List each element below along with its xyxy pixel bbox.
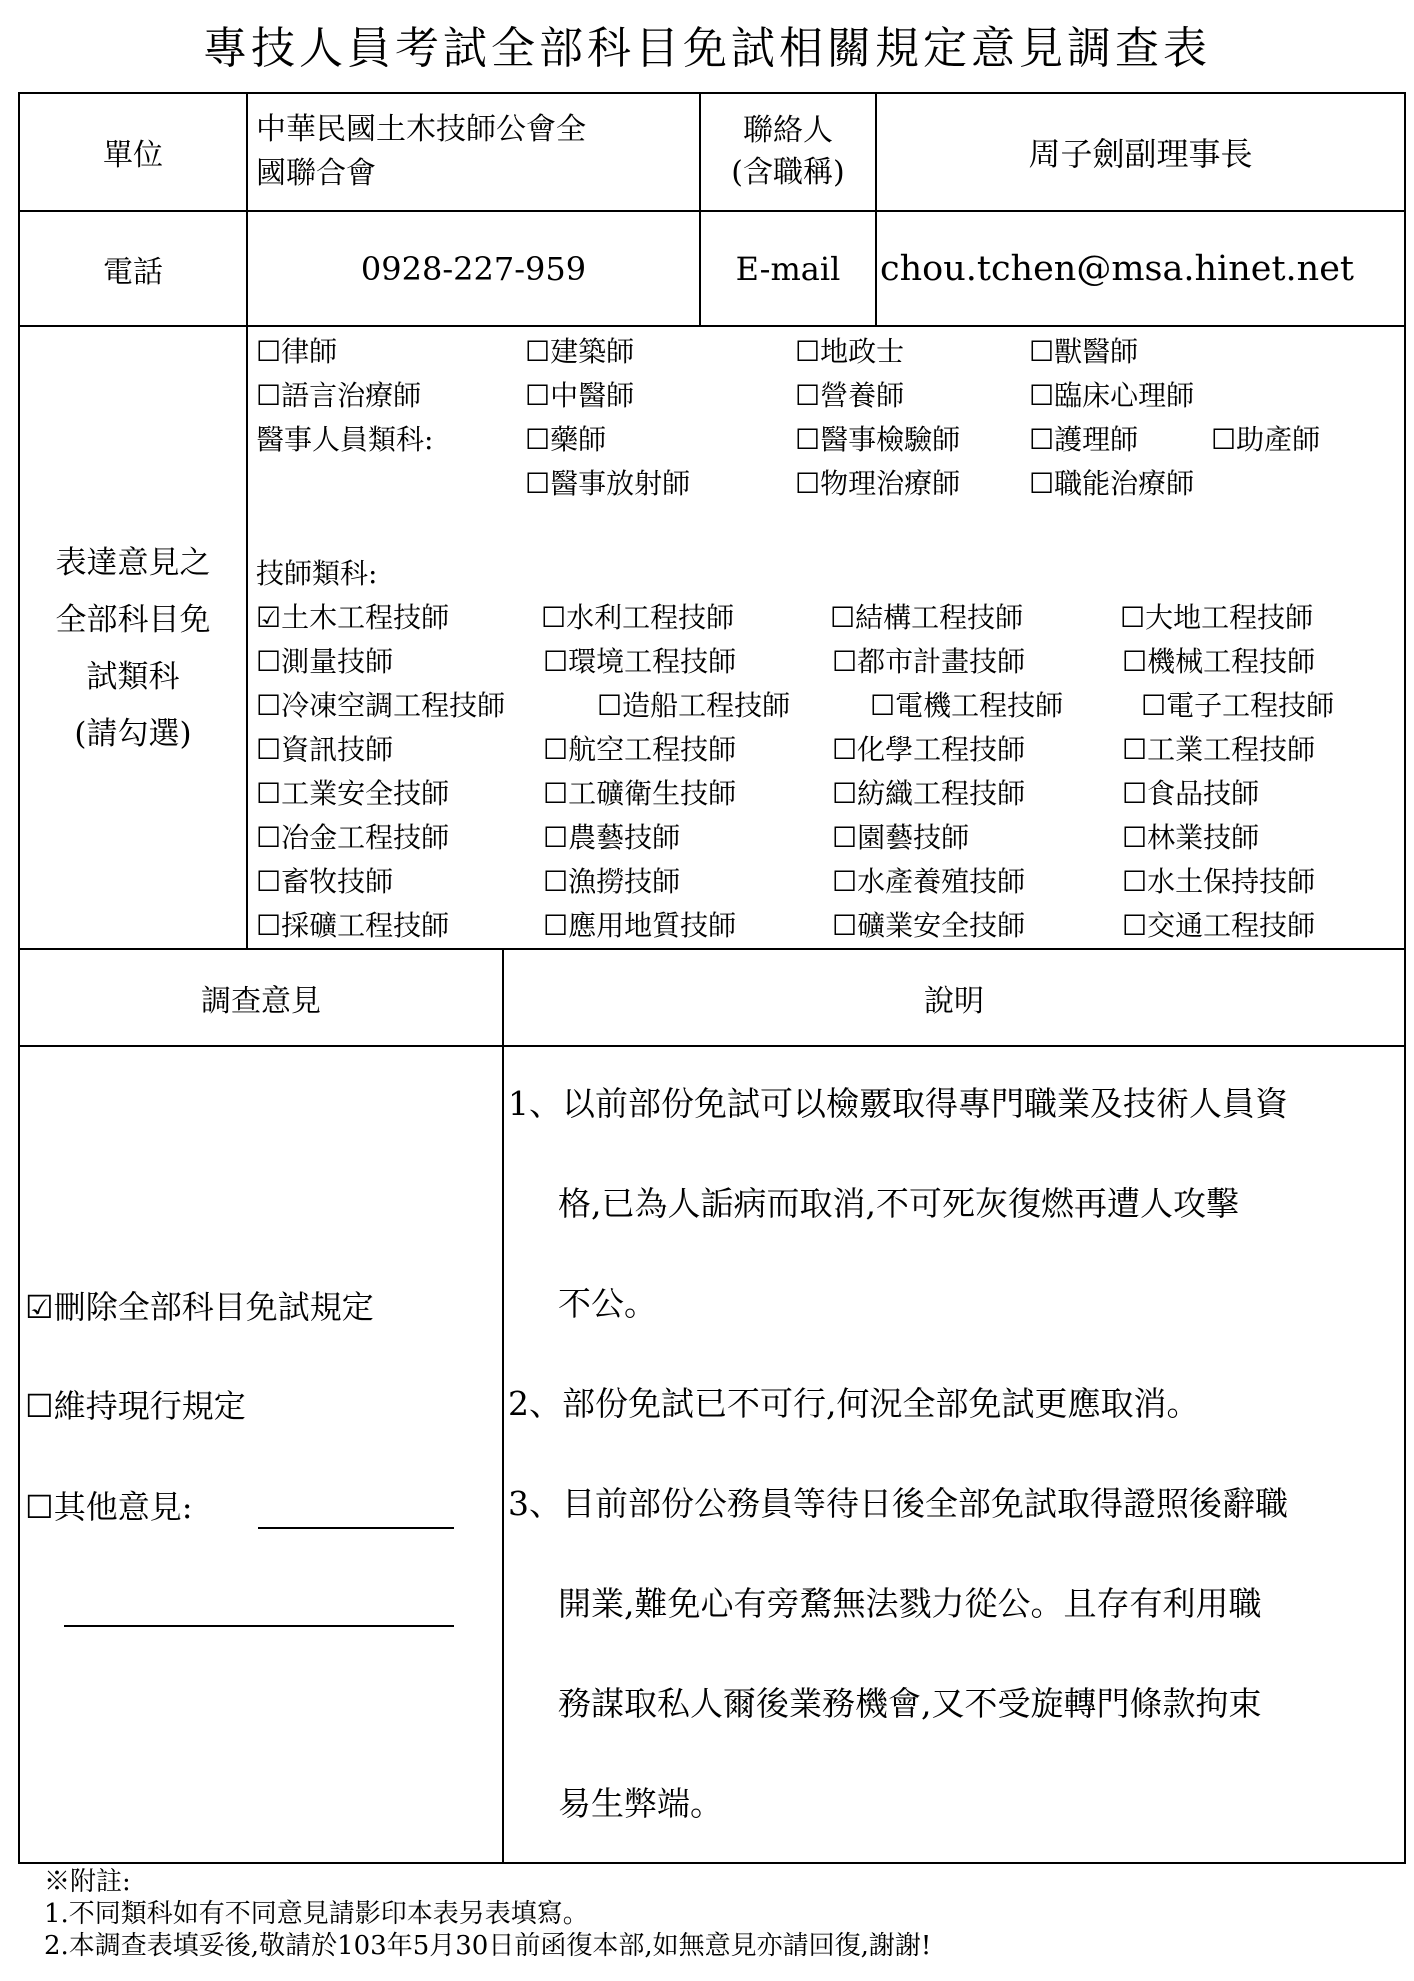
checkbox-chinese-medicine[interactable] xyxy=(525,378,634,414)
checkbox-box-icon: ☐ xyxy=(1029,379,1055,412)
checkbox-tech[interactable] xyxy=(832,820,969,856)
checkbox-label: 土木工程技師 xyxy=(281,601,450,634)
checkbox-occupational-therapist[interactable] xyxy=(1029,466,1194,502)
option-label: 其他意見: xyxy=(53,1488,193,1526)
checkbox-label: 藥師 xyxy=(550,423,607,456)
explanation-line: 格,已為人詬病而取消,不可死灰復燃再遭人攻擊 xyxy=(558,1184,1239,1223)
checkbox-label: 資訊技師 xyxy=(281,733,394,766)
checkbox-civil-engineer[interactable] xyxy=(256,600,449,636)
contact-value: 周子劍副理事長 xyxy=(1028,135,1253,173)
checkbox-physical-therapist[interactable] xyxy=(795,466,960,502)
checkbox-veterinarian[interactable] xyxy=(1029,334,1138,370)
checkbox-box-icon: ☐ xyxy=(256,379,282,412)
checkbox-label: 礦業安全技師 xyxy=(857,909,1026,942)
checkbox-tech[interactable] xyxy=(832,908,1025,944)
checkbox-label: 畜牧技師 xyxy=(281,865,394,898)
checkbox-label: 農藝技師 xyxy=(568,821,681,854)
checkbox-tech[interactable] xyxy=(543,776,736,812)
checkbox-box-icon: ☐ xyxy=(870,689,896,722)
checkbox-label: 水產養殖技師 xyxy=(857,865,1026,898)
checkbox-box-icon: ☐ xyxy=(256,689,282,722)
option-label: 刪除全部科目免試規定 xyxy=(53,1288,374,1326)
category-label xyxy=(20,535,246,763)
checkbox-label: 水土保持技師 xyxy=(1147,865,1316,898)
checkbox-land-admin[interactable] xyxy=(795,334,904,370)
checkbox-box-icon: ☐ xyxy=(832,645,858,678)
email-label: E-mail xyxy=(735,249,841,288)
checkbox-midwife[interactable] xyxy=(1211,422,1320,458)
contact-label xyxy=(701,94,875,210)
checkbox-box-icon: ☐ xyxy=(597,689,623,722)
checkbox-tech[interactable] xyxy=(256,644,393,680)
checkbox-box-icon: ☐ xyxy=(832,865,858,898)
checkbox-label: 工礦衛生技師 xyxy=(568,777,737,810)
checkbox-label: 工業工程技師 xyxy=(1147,733,1316,766)
checkbox-tech[interactable] xyxy=(543,908,736,944)
checkbox-speech-therapist[interactable] xyxy=(256,378,421,414)
checkbox-tech[interactable] xyxy=(832,732,1025,768)
checkbox-box-icon: ☐ xyxy=(1141,689,1167,722)
checkbox-medical-technologist[interactable] xyxy=(795,422,960,458)
checkbox-tech[interactable] xyxy=(870,688,1063,724)
checkbox-tech[interactable] xyxy=(1122,732,1315,768)
checkbox-label: 採礦工程技師 xyxy=(281,909,450,942)
checkbox-box-icon: ☐ xyxy=(832,821,858,854)
checkbox-tech[interactable] xyxy=(1141,688,1334,724)
checkbox-box-icon: ☐ xyxy=(256,821,282,854)
checkbox-box-icon: ☐ xyxy=(1029,423,1055,456)
checkbox-label: 物理治療師 xyxy=(820,467,961,500)
checkbox-nurse[interactable] xyxy=(1029,422,1138,458)
checkbox-box-icon: ☐ xyxy=(543,645,569,678)
technician-category-label: 技師類科: xyxy=(256,557,378,590)
checkbox-label: 醫事檢驗師 xyxy=(820,423,961,456)
checkbox-label: 紡織工程技師 xyxy=(857,777,1026,810)
checkbox-label: 食品技師 xyxy=(1147,777,1260,810)
checkbox-box-icon: ☐ xyxy=(1211,423,1237,456)
checkbox-box-icon: ☐ xyxy=(543,865,569,898)
checkbox-clinical-psychologist[interactable] xyxy=(1029,378,1194,414)
checkbox-label: 造船工程技師 xyxy=(622,689,791,722)
explanation-line: 易生弊端。 xyxy=(558,1784,723,1823)
checkbox-box-icon: ☐ xyxy=(1122,777,1148,810)
unit-value-line2: 國聯合會 xyxy=(256,156,376,191)
checkbox-box-icon: ☐ xyxy=(832,777,858,810)
checkbox-label: 結構工程技師 xyxy=(855,601,1024,634)
notes-heading: ※附註: xyxy=(44,1867,131,1897)
checkbox-box-icon: ☐ xyxy=(832,733,858,766)
checkbox-label: 電機工程技師 xyxy=(895,689,1064,722)
checked-box-icon: ☑ xyxy=(25,1288,54,1326)
checkbox-box-icon: ☐ xyxy=(256,335,282,368)
checkbox-label: 林業技師 xyxy=(1147,821,1260,854)
checkbox-tech[interactable] xyxy=(830,600,1023,636)
checkbox-label: 營養師 xyxy=(820,379,905,412)
checkbox-label: 園藝技師 xyxy=(857,821,970,854)
checkbox-box-icon: ☐ xyxy=(832,909,858,942)
unit-value-line1: 中華民國土木技師公會全 xyxy=(256,112,586,147)
option-keep-current[interactable] xyxy=(25,1386,246,1426)
checkbox-label: 獸醫師 xyxy=(1054,335,1139,368)
checkbox-box-icon: ☐ xyxy=(256,777,282,810)
checkbox-box-icon: ☐ xyxy=(1122,645,1148,678)
checkbox-box-icon: ☐ xyxy=(256,909,282,942)
category-label-line: (請勾選) xyxy=(74,716,192,752)
checkbox-label: 水利工程技師 xyxy=(566,601,735,634)
explanation-line: 不公。 xyxy=(558,1284,657,1323)
checkbox-label: 大地工程技師 xyxy=(1145,601,1314,634)
checkbox-tech[interactable] xyxy=(256,688,505,724)
checkbox-architect[interactable] xyxy=(525,334,634,370)
checkbox-box-icon: ☐ xyxy=(543,909,569,942)
checkbox-tech[interactable] xyxy=(256,820,449,856)
opinion-header: 調查意見 xyxy=(201,983,321,1019)
checkbox-label: 職能治療師 xyxy=(1054,467,1195,500)
checkbox-tech[interactable] xyxy=(256,732,393,768)
checkbox-box-icon: ☐ xyxy=(795,467,821,500)
checkbox-box-icon: ☐ xyxy=(541,601,567,634)
checkbox-label: 助產師 xyxy=(1236,423,1321,456)
checkbox-box-icon: ☐ xyxy=(795,379,821,412)
checked-box-icon: ☑ xyxy=(256,601,282,634)
page-title: 專技人員考試全部科目免試相關規定意見調查表 xyxy=(203,23,1211,74)
checkbox-box-icon: ☐ xyxy=(256,865,282,898)
explanation-line: 1、以前部份免試可以檢覈取得專門職業及技術人員資 xyxy=(508,1084,1288,1123)
checkbox-label: 語言治療師 xyxy=(281,379,422,412)
checkbox-tech[interactable] xyxy=(256,908,449,944)
contact-label-line1: 聯絡人 xyxy=(743,113,833,148)
unit-label: 單位 xyxy=(103,138,163,173)
explanation-line: 2、部份免試已不可行,何況全部免試更應取消。 xyxy=(508,1384,1200,1423)
checkbox-tech[interactable] xyxy=(256,864,393,900)
checkbox-label: 冶金工程技師 xyxy=(281,821,450,854)
checkbox-tech[interactable] xyxy=(1122,820,1259,856)
checkbox-box-icon: ☐ xyxy=(543,733,569,766)
checkbox-tech[interactable] xyxy=(1122,864,1315,900)
checkbox-label: 冷凍空調工程技師 xyxy=(281,689,506,722)
checkbox-label: 建築師 xyxy=(550,335,635,368)
checkbox-box-icon: ☐ xyxy=(1122,909,1148,942)
explanation-header: 說明 xyxy=(924,983,984,1019)
checkbox-tech[interactable] xyxy=(543,864,680,900)
checkbox-tech[interactable] xyxy=(832,776,1025,812)
category-label-line: 試類科 xyxy=(86,659,180,695)
other-opinion-blank-line2[interactable] xyxy=(64,1625,454,1627)
checkbox-tech[interactable] xyxy=(1120,600,1313,636)
checkbox-dietitian[interactable] xyxy=(795,378,904,414)
checkbox-box-icon: ☐ xyxy=(1122,821,1148,854)
checkbox-label: 漁撈技師 xyxy=(568,865,681,898)
checkbox-pharmacist[interactable] xyxy=(525,422,606,458)
checkbox-box-icon: ☐ xyxy=(1122,733,1148,766)
checkbox-lawyer[interactable] xyxy=(256,334,337,370)
checkbox-tech[interactable] xyxy=(597,688,790,724)
explanation-line: 開業,難免心有旁騖無法戮力從公。且存有利用職 xyxy=(558,1584,1262,1623)
checkbox-box-icon: ☐ xyxy=(256,645,282,678)
checkbox-box-icon: ☐ xyxy=(795,423,821,456)
checkbox-box-icon: ☐ xyxy=(525,379,551,412)
phone-value: 0928-227-959 xyxy=(360,249,587,288)
checkbox-tech[interactable] xyxy=(832,644,1025,680)
checkbox-tech[interactable] xyxy=(1122,776,1259,812)
checkbox-box-icon: ☐ xyxy=(525,423,551,456)
checkbox-label: 測量技師 xyxy=(281,645,394,678)
checkbox-label: 醫事放射師 xyxy=(550,467,691,500)
checkbox-box-icon: ☐ xyxy=(795,335,821,368)
medical-category-label: 醫事人員類科: xyxy=(256,423,434,456)
checkbox-box-icon: ☐ xyxy=(525,335,551,368)
checkbox-tech[interactable] xyxy=(543,732,736,768)
category-label-line: 表達意見之 xyxy=(55,545,211,581)
checkbox-label: 臨床心理師 xyxy=(1054,379,1195,412)
checkbox-label: 中醫師 xyxy=(550,379,635,412)
checkbox-label: 機械工程技師 xyxy=(1147,645,1316,678)
checkbox-tech[interactable] xyxy=(543,644,736,680)
checkbox-label: 護理師 xyxy=(1054,423,1139,456)
explanation-line: 務謀取私人爾後業務機會,又不受旋轉門條款拘束 xyxy=(558,1684,1262,1723)
checkbox-label: 應用地質技師 xyxy=(568,909,737,942)
checkbox-tech[interactable] xyxy=(832,864,1025,900)
checkbox-label: 律師 xyxy=(281,335,338,368)
note-item: 1.不同類科如有不同意見請影印本表另表填寫。 xyxy=(44,1899,589,1929)
checkbox-box-icon: ☐ xyxy=(1029,335,1055,368)
checkbox-box-icon: ☐ xyxy=(543,821,569,854)
checkbox-box-icon: ☐ xyxy=(830,601,856,634)
note-item: 2.本調查表填妥後,敬請於103年5月30日前函復本部,如無意見亦請回復,謝謝! xyxy=(44,1931,932,1961)
category-label-line: 全部科目免 xyxy=(55,602,211,638)
checkbox-box-icon: ☐ xyxy=(25,1488,54,1526)
checkbox-box-icon: ☐ xyxy=(1122,865,1148,898)
checkbox-label: 航空工程技師 xyxy=(568,733,737,766)
phone-label: 電話 xyxy=(103,254,163,290)
contact-label-line2: (含職稱) xyxy=(731,155,845,190)
checkbox-tech[interactable] xyxy=(256,776,449,812)
checkbox-tech[interactable] xyxy=(541,600,734,636)
checkbox-label: 工業安全技師 xyxy=(281,777,450,810)
checkbox-tech[interactable] xyxy=(1122,908,1315,944)
checkbox-label: 都市計畫技師 xyxy=(857,645,1026,678)
email-value: chou.tchen@msa.hinet.net xyxy=(880,248,1354,289)
checkbox-box-icon: ☐ xyxy=(543,777,569,810)
checkbox-box-icon: ☐ xyxy=(25,1387,54,1425)
checkbox-tech[interactable] xyxy=(543,820,680,856)
checkbox-radiologic-technologist[interactable] xyxy=(525,466,690,502)
checkbox-label: 電子工程技師 xyxy=(1166,689,1335,722)
checkbox-label: 地政士 xyxy=(820,335,905,368)
option-other[interactable] xyxy=(25,1487,192,1527)
checkbox-tech[interactable] xyxy=(1122,644,1315,680)
checkbox-box-icon: ☐ xyxy=(1120,601,1146,634)
checkbox-box-icon: ☐ xyxy=(1029,467,1055,500)
explanation-line: 3、目前部份公務員等待日後全部免試取得證照後辭職 xyxy=(508,1484,1288,1523)
checkbox-label: 化學工程技師 xyxy=(857,733,1026,766)
other-opinion-blank[interactable] xyxy=(258,1527,454,1529)
checkbox-box-icon: ☐ xyxy=(525,467,551,500)
checkbox-label: 交通工程技師 xyxy=(1147,909,1316,942)
checkbox-label: 環境工程技師 xyxy=(568,645,737,678)
option-delete-exemption[interactable] xyxy=(25,1287,374,1327)
checkbox-box-icon: ☐ xyxy=(256,733,282,766)
option-label: 維持現行規定 xyxy=(53,1387,246,1425)
